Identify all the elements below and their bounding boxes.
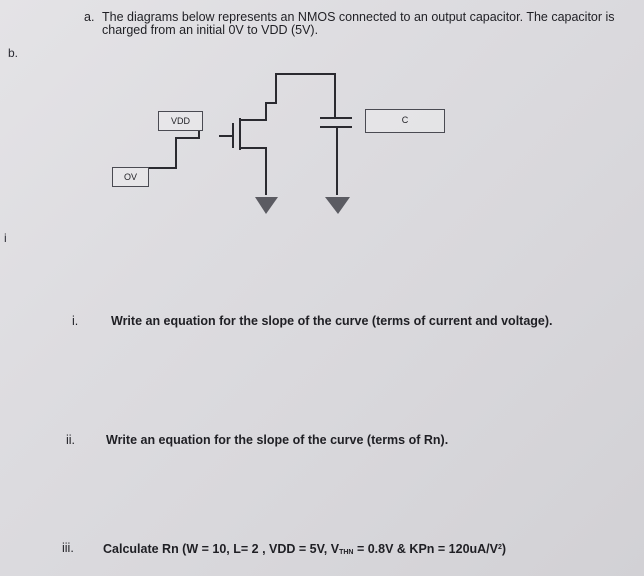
question-iii-number: iii. [62, 541, 74, 555]
ov-label-box: OV [112, 167, 149, 187]
question-a-label: a. [84, 10, 95, 24]
drain-wire [240, 74, 335, 120]
question-ii-text: Write an equation for the slope of the curve (terms of Rn). [106, 433, 449, 447]
ground-symbol-capacitor [325, 197, 350, 214]
vdd-label-box: VDD [158, 111, 203, 131]
capacitor-label-box: C [365, 109, 445, 133]
source-wire [240, 148, 266, 195]
margin-label-b: b. [8, 46, 19, 60]
question-iii-text: Calculate Rn (W = 10, L= 2 , VDD = 5V, $V_{THN} = 0.8V$ & KPn = $120uA/V^2$) [103, 542, 507, 556]
question-ii-number: ii. [66, 433, 76, 447]
question-a-line2: charged from an initial 0V to VDD (5V). [102, 23, 319, 37]
question-a-line1: The diagrams below represents an NMOS connected to an output capacitor. The capacitor is [102, 10, 615, 24]
gate-input-wire [149, 130, 199, 168]
question-i-text: Write an equation for the slope of the curve (terms of current and voltage). [111, 314, 553, 328]
ground-symbol-transistor [255, 197, 278, 214]
question-i-number: i. [72, 314, 79, 328]
margin-label-i: i [4, 231, 7, 245]
